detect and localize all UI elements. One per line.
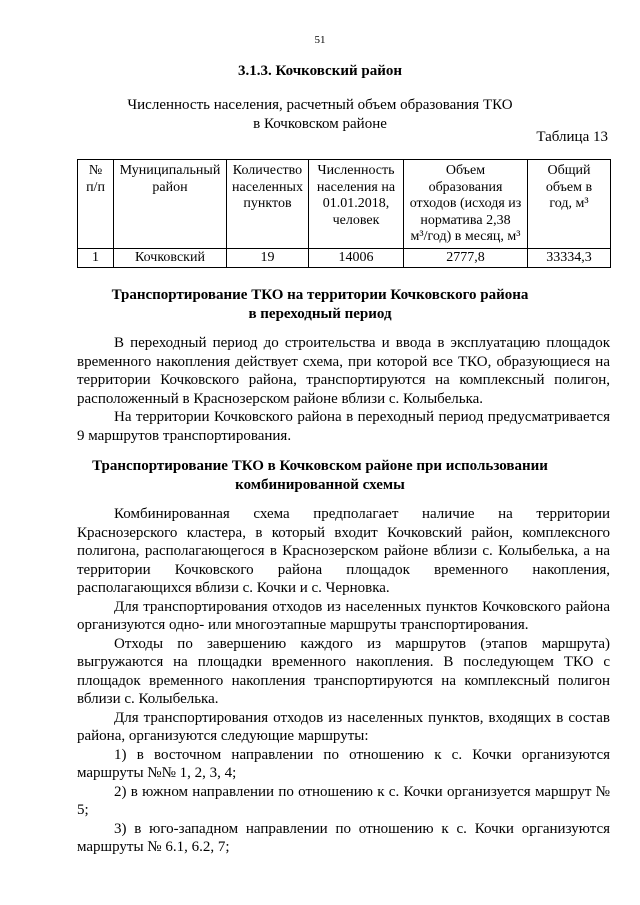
header-line: населенных bbox=[232, 179, 303, 195]
header-line: 01.01.2018, bbox=[322, 196, 390, 211]
header-line: Численность bbox=[317, 163, 395, 178]
heading-line: Транспортирование ТКО в Кочковском районе при использовании bbox=[92, 458, 548, 474]
table-caption-line: в Кочковском районе bbox=[253, 116, 387, 132]
table-label: Таблица 13 bbox=[536, 129, 608, 145]
header-monthly-volume bbox=[404, 160, 528, 249]
table-header-row bbox=[78, 160, 611, 249]
header-line: Объем bbox=[445, 163, 486, 178]
header-line: № bbox=[88, 163, 103, 178]
header-line: населения на bbox=[316, 179, 396, 195]
header-line: пунктов bbox=[243, 196, 292, 211]
header-line: район bbox=[152, 179, 188, 195]
paragraph: На территории Кочковского района в переходный период предусматривается 9 маршрутов транспортирования. bbox=[77, 409, 610, 444]
combined-scheme-heading bbox=[0, 457, 640, 495]
transitional-period-heading bbox=[0, 286, 640, 324]
table-row bbox=[78, 248, 611, 268]
header-line: отходов (исходя из bbox=[409, 196, 522, 211]
header-line: образования bbox=[428, 179, 503, 195]
header-line: объем в bbox=[545, 179, 593, 195]
paragraph: В переходный период до строительства и ввода в эксплуатацию площадок временного накопления действует схема, при которой все ТКО, образующиеся на территории Кочковского района, транспортируются на комплексный полигон, расположенный в Краснозерском районе вблизи с. Колыбелька. bbox=[77, 335, 610, 407]
table-cell: 33334,3 bbox=[528, 248, 611, 268]
table-caption-line: Численность населения, расчетный объем образования ТКО bbox=[127, 97, 513, 113]
header-line: Количество bbox=[232, 163, 303, 178]
heading-line: комбинированной схемы bbox=[235, 477, 405, 493]
list-item: 2) в южном направлении по отношению к с. Кочки организуется маршрут № 5; bbox=[77, 783, 610, 818]
header-line: м³/год) в месяц, м³ bbox=[410, 229, 521, 244]
header-line: Муниципальный bbox=[119, 163, 221, 178]
table-cell: 1 bbox=[78, 248, 114, 268]
heading-line: Транспортирование ТКО на территории Кочковского района bbox=[111, 287, 529, 303]
paragraph: Для транспортирования отходов из населенных пунктов Кочковского района организуются одно- или многоэтапные маршруты транспортирования. bbox=[77, 598, 610, 633]
page-number: 51 bbox=[314, 34, 326, 46]
section-title: 3.1.3. Кочковский район bbox=[237, 63, 403, 79]
list-item: 1) в восточном направлении по отношению к с. Кочки организуются маршруты №№ 1, 2, 3, 4; bbox=[77, 746, 610, 781]
table-cell: 2777,8 bbox=[404, 248, 528, 268]
header-line: человек bbox=[332, 212, 380, 228]
list-item: 3) в юго-западном направлении по отношению к с. Кочки организуются маршруты № 6.1, 6.2, 7; bbox=[77, 820, 610, 855]
combined-scheme-text bbox=[77, 505, 610, 857]
header-line: п/п bbox=[86, 179, 105, 195]
header-line: Общий bbox=[547, 163, 591, 178]
header-annual-volume bbox=[528, 160, 611, 249]
transitional-period-text bbox=[77, 334, 610, 445]
population-waste-table bbox=[77, 159, 611, 268]
table-cell: 14006 bbox=[309, 248, 404, 268]
header-district bbox=[114, 160, 227, 249]
paragraph: Для транспортирования отходов из населенных пунктов, входящих в состав района, организуются следующие маршруты: bbox=[77, 709, 610, 744]
table-cell: 19 bbox=[227, 248, 309, 268]
header-line: год, м³ bbox=[549, 196, 589, 211]
heading-line: в переходный период bbox=[248, 306, 392, 322]
paragraph: Отходы по завершению каждого из маршрутов (этапов маршрута) выгружаются на площадки временного накопления. В последующем ТКО с площадок временного накопления транспортируются на комплексный полигон вблизи с. Колыбелька. bbox=[77, 635, 610, 707]
paragraph: Комбинированная схема предполагает наличие на территории Краснозерского кластера, в который входит Кочковский район, комплексного полигона, располагающегося в Краснозерском районе вблизи с. Колыбелька, а на территории Кочковского района площадок временного накопления, располагающихся вблизи с. Кочки и с. Черновка. bbox=[77, 506, 610, 596]
header-population bbox=[309, 160, 404, 249]
header-settlements bbox=[227, 160, 309, 249]
header-line: норматива 2,38 bbox=[420, 212, 511, 228]
header-number bbox=[78, 160, 114, 249]
table-cell: Кочковский bbox=[114, 248, 227, 268]
